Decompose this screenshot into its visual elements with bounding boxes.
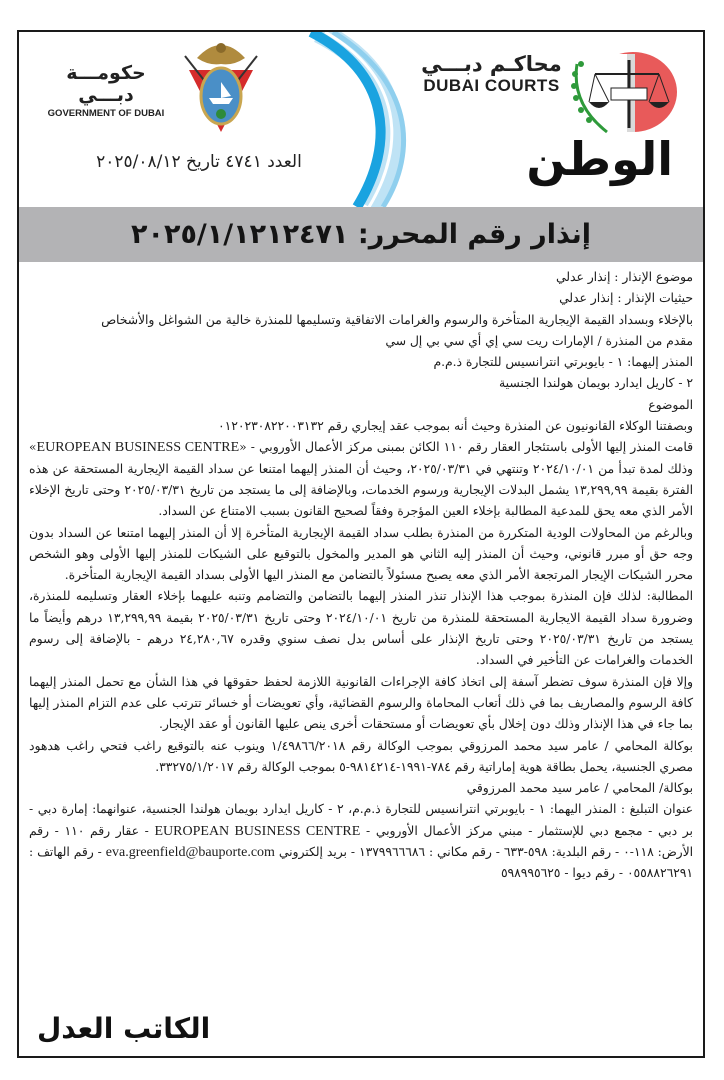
lease-text-1: قامت المنذر إليها الأولى باستئجار العقار رقم ١١٠ الكائن بمبنى مركز الأعمال الأوروبي - « (239, 440, 693, 455)
address-text-2: - عقار رقم ١١٠ - رقم الأرض: ١١٨-٠ - رقم البلدية: ٥٩٨-٦٣٣ - رقم مكاني : ١٣٧٩٩٦٦٦٨٦ - بريد إلكتروني (29, 823, 693, 860)
scales-of-justice-icon (567, 44, 679, 140)
address-building-name: EUROPEAN BUSINESS CENTRE (154, 823, 361, 839)
address-text-3: - رقم الهاتف : ٠٥٥٨٨٢٦٢٩١ - رقم ديوا - ٥٩٨٩٩٥٦٢٥ (29, 845, 693, 881)
address-text-1: عنوان التبليغ : المنذر اليهما: ١ - بايوبرتي انترانسيس للتجارة ذ.م.م، ٢ - كاريل ايدارد بويمان هولندا الجنسية، عنوانهما: إمارة دبي - بر دبي - مجمع دبي للإستثمار - مبني مركز الأعمال الأوروبي - (29, 802, 693, 838)
government-of-dubai-logo (41, 62, 171, 119)
attempts-paragraph: وبالرغم من المحاولات الودية المتكررة من المنذرة بطلب سداد القيمة الإيجارية المتأخرة إلا أن المنذر إليهما امتنعا عن السداد بدون وجه حق أو مبرر قانوني، وحيث أن المنذر إليه الثاني هو المدير والمخول بالتوقيع على الشيكات للمنذر إليها الأولى وهو الشخص محرر الشيكات الإيجار المرتجعة الأمر الذي معه يصبح مسئولاً بالتضامن مع المنذر اليها الأولى بسداد القيمة الإيجارية المتأخرة. (29, 525, 693, 583)
body-line: حيثيات الإنذار : إنذار عدلي (559, 291, 693, 306)
body-line: الموضوع (648, 397, 693, 412)
dubai-courts-logo-text (419, 52, 564, 96)
blue-swoosh-decoration (289, 32, 429, 207)
building-name: EUROPEAN BUSINESS CENTRE (36, 440, 240, 456)
lease-paragraph (29, 437, 693, 522)
body-line: المنذر إليهما: ١ - بايوبرتي انترانسيس للتجارة ذ.م.م (433, 355, 693, 370)
gov-logo-english: GOVERNMENT OF DUBAI (47, 108, 165, 119)
body-line: مقدم من المنذرة / الإمارات ريت سي إي أي سي بي إل سي (385, 333, 693, 348)
address-paragraph (29, 799, 693, 884)
consequences-paragraph: وإلا فإن المنذرة سوف تضطر آسفة إلى اتخاذ كافة الإجراءات القانونية اللازمة لحفظ حقوقها في هذا الشأن مع تحمل المنذر إليهما كافة الرسوم والمصاريف بما في ذلك أتعاب المحاماة والرسوم القضائية، وأي تعويضات أو خسائر تترتب على عدم التزام المنذر إليها بما جاء في هذا الإنذار وذلك دون إخلال بأي تعويضات أو مستحقات أخرى ينص عليها القانون أو عقد الإيجار. (29, 674, 693, 732)
notary-signature: الكاتب العدل (37, 1012, 211, 1045)
dubai-emblem-icon (181, 36, 261, 134)
body-line: وبصفتنا الوكلاء القانونيون عن المنذرة وحيث أنه بموجب عقد إيجاري رقم ٠١٢٠٢٣٠٨٢٢٠٠٣١٣٢ (218, 419, 693, 434)
gov-logo-arabic: حكومـــة دبـــي (66, 62, 146, 106)
courts-logo-english: DUBAI COURTS (423, 76, 560, 95)
notice-frame (17, 30, 705, 1058)
newspaper-name: الوطن (526, 132, 673, 186)
body-line: ٢ - كاريل ايدارد بويمان هولندا الجنسية (499, 376, 693, 391)
courts-logo-arabic: محاكـم دبـــي (421, 52, 562, 76)
body-line: موضوع الإنذار : إنذار عدلي (556, 270, 693, 284)
notice-body (29, 267, 693, 885)
demand-paragraph: المطالبة: لذلك فإن المنذرة بموجب هذا الإنذار تنذر المنذر إليهما بالتضامن والتضامم وتنبه عليهما بإخلاء العقار وتسليمه للمنذرة، وضرورة سداد القيمة الايجارية المستحقة للمنذرة من تاريخ ٢٠٢٤/١٠/٠١ وحتى تاريخ ٢٠٢٥/٠٣/٣١ بقيمة ١٣,٢٩٩,٩٩ درهم وأيضاً ما يستجد من تاريخ ٢٠٢٥/٠٣/٣١ وحتى تاريخ الإنذار على أساس بدل نصف سنوي وقدره ٢٤,٢٨٠,٦٧ درهم - بالإضافة إلى رسوم الخدمات والغرامات عن التأخير في السداد. (29, 589, 694, 668)
notice-title: إنذار رقم المحرر: ٢٠٢٥/١/١٢١٢٤٧١ (131, 219, 591, 250)
body-line: بالإخلاء وبسداد القيمة الإيجارية المتأخرة والرسوم والغرامات الاتفاقية وتسليمها للمنذرة خالية من الشواغل والأشخاص (101, 312, 693, 327)
agency-paragraph: بوكالة المحامي / عامر سيد محمد المرزوقي بموجب الوكالة رقم ١/٤٩٨٦٦/٢٠١٨ وينوب عنه بالتوقيع راغب فتحي راغب هدهود مصري الجنسية، يحمل بطاقة هوية إماراتية رقم ٧٨٤-١٩٩١-٩٨١٤٢١٤-٥ بموجب الوكالة رقم ٣٣٢٧٥/١/٢٠١٧. (29, 738, 693, 774)
email-address: eva.greenfield@bauporte.com (105, 845, 275, 861)
agency-line: بوكالة/ المحامي / عامر سيد محمد المرزوقي (466, 781, 693, 796)
notice-title-band (19, 207, 703, 262)
lease-text-2: » وذلك لمدة تبدأ من ٢٠٢٤/١٠/٠١ وتنتهي في ٢٠٢٥/٠٣/٣١، وحيث أن المنذر إليهما امتنعا عن سداد القيمة الإيجارية المستحقة عن هذه الفترة بقيمة ١٣,٢٩٩,٩٩ يشمل البدلات الإيجارية ورسوم الخدمات، وبالإضافة إلى ما يستجد من تاريخ ٢٠٢٥/٠٣/٣١ وحتى تاريخ الإخلاء الأمر الذي معه يحق للمدعية المطالبة بإخلاء العين المؤجرة وفقاً لصحيح القانون بسبب الامتناع عن السداد. (29, 440, 693, 519)
issue-date-line: العدد ٤٧٤١ تاريخ ٢٠٢٥/٠٨/١٢ (96, 152, 302, 172)
